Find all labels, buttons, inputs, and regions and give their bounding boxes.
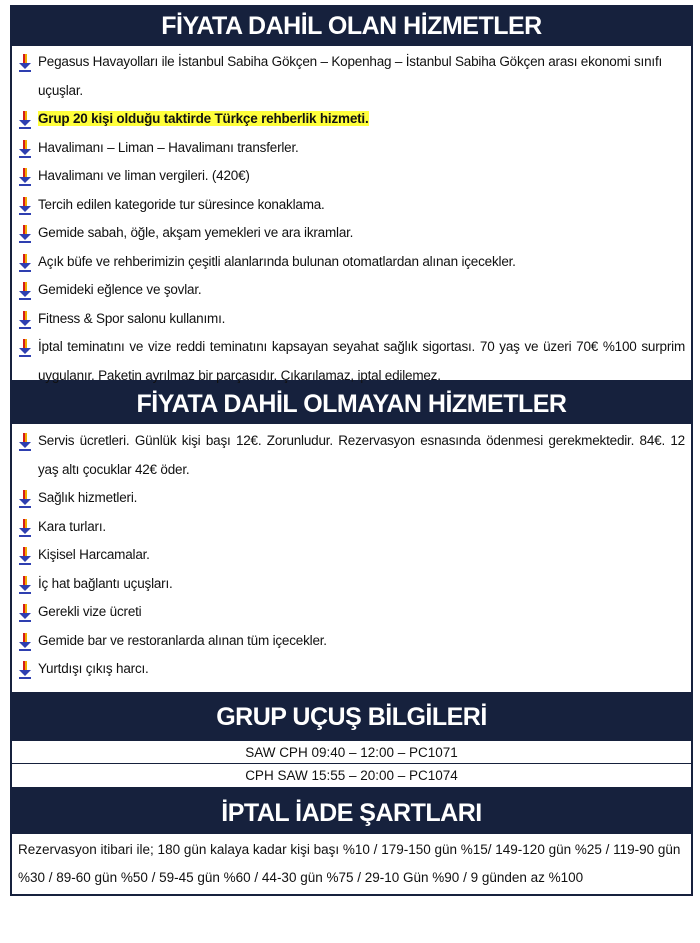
highlighted-guide-note: Grup 20 kişi olduğu taktirde Türkçe rehberlik hizmeti.: [38, 111, 369, 126]
excluded-title: FİYATA DAHİL OLMAYAN HİZMETLER: [136, 390, 567, 418]
list-item: Havalimanı ve liman vergileri. (420€): [18, 162, 685, 191]
flights-title: GRUP UÇUŞ BİLGİLERİ: [216, 703, 487, 731]
arrow-down-bullet-icon: [18, 311, 32, 329]
list-item: Sağlık hizmetleri.: [18, 484, 685, 513]
list-item: Pegasus Havayolları ile İstanbul Sabiha Gökçen – Kopenhag – İstanbul Sabiha Gökçen arası ekonomi sınıfı uçuşlar.: [18, 48, 685, 105]
cancellation-terms: Rezervasyon itibari ile; 180 gün kalaya kadar kişi başı %10 / 179-150 gün %15/ 149-120 gün %25 / 119-90 gün %30 / 89-60 gün %50 / 59-45 gün %60 / 44-30 gün %75 / 29-10 Gün %90 / 9 günden az %100: [10, 834, 693, 896]
included-title: FİYATA DAHİL OLAN HİZMETLER: [161, 12, 542, 40]
arrow-down-bullet-icon: [18, 633, 32, 651]
arrow-down-bullet-icon: [18, 197, 32, 215]
arrow-down-bullet-icon: [18, 140, 32, 158]
arrow-down-bullet-icon: [18, 54, 32, 72]
arrow-down-bullet-icon: [18, 168, 32, 186]
cancellation-title: İPTAL İADE ŞARTLARI: [221, 799, 482, 827]
excluded-section: [10, 424, 693, 692]
list-item: Havalimanı – Liman – Havalimanı transferler.: [18, 134, 685, 163]
arrow-down-bullet-icon: [18, 111, 32, 129]
arrow-down-bullet-icon: [18, 576, 32, 594]
list-item: [18, 105, 685, 134]
arrow-down-bullet-icon: [18, 547, 32, 565]
included-section: [10, 46, 693, 383]
list-item: Kişisel Harcamalar.: [18, 541, 685, 570]
arrow-down-bullet-icon: [18, 490, 32, 508]
arrow-down-bullet-icon: [18, 339, 32, 357]
arrow-down-bullet-icon: [18, 433, 32, 451]
flight-row-outbound: SAW CPH 09:40 – 12:00 – PC1071: [12, 740, 691, 764]
arrow-down-bullet-icon: [18, 519, 32, 537]
list-item: Fitness & Spor salonu kullanımı.: [18, 305, 685, 334]
arrow-down-bullet-icon: [18, 282, 32, 300]
document-frame: [10, 5, 693, 896]
list-item: Açık büfe ve rehberimizin çeşitli alanlarında bulunan otomatlardan alınan içecekler.: [18, 248, 685, 277]
included-list: [12, 48, 691, 390]
arrow-down-bullet-icon: [18, 225, 32, 243]
arrow-down-bullet-icon: [18, 604, 32, 622]
flight-row-return: CPH SAW 15:55 – 20:00 – PC1074: [12, 764, 691, 788]
arrow-down-bullet-icon: [18, 254, 32, 272]
list-item: Gerekli vize ücreti: [18, 598, 685, 627]
flights-section: [10, 740, 693, 788]
list-item: Gemide bar ve restoranlarda alınan tüm içecekler.: [18, 627, 685, 656]
list-item: Kara turları.: [18, 513, 685, 542]
included-section-header: [10, 5, 693, 46]
flights-section-header: [10, 692, 693, 740]
list-item: Gemide sabah, öğle, akşam yemekleri ve ara ikramlar.: [18, 219, 685, 248]
cancellation-section-header: [10, 788, 693, 834]
list-item: İç hat bağlantı uçuşları.: [18, 570, 685, 599]
list-item: Servis ücretleri. Günlük kişi başı 12€. Zorunludur. Rezervasyon esnasında ödenmesi gerekmektedir. 84€. 12 yaş altı çocuklar 42€ öder.: [18, 427, 685, 484]
arrow-down-bullet-icon: [18, 661, 32, 679]
list-item: Yurtdışı çıkış harcı.: [18, 655, 685, 684]
list-item: İptal teminatını ve vize reddi teminatını kapsayan seyahat sağlık sigortası. 70 yaş ve üzeri 70€ %100 surprim uygulanır. Paketin ayrılmaz bir parçasıdır. Çıkarılamaz, iptal edilemez.: [18, 333, 685, 390]
list-item: Gemideki eğlence ve şovlar.: [18, 276, 685, 305]
list-item: Tercih edilen kategoride tur süresince konaklama.: [18, 191, 685, 220]
excluded-list: [12, 427, 691, 684]
